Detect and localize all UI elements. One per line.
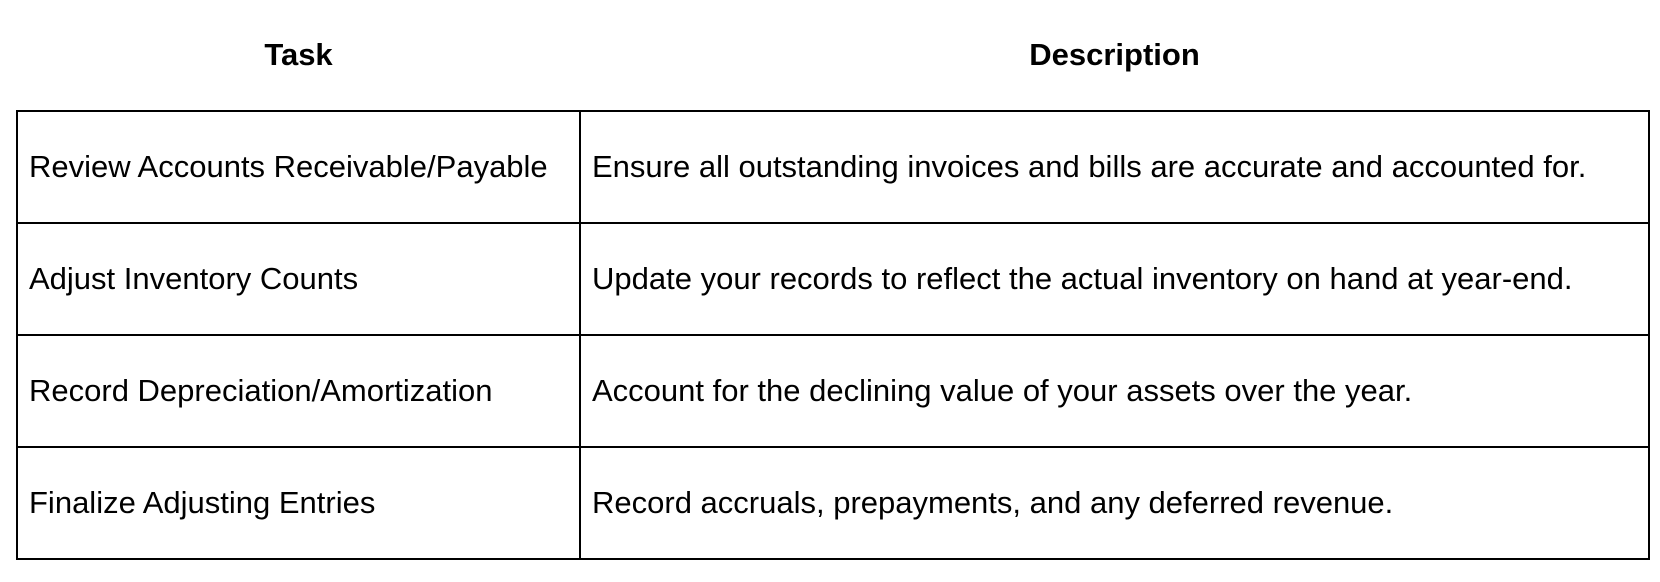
- task-table: [16, 0, 1650, 560]
- task-cell: Review Accounts Receivable/Payable: [17, 111, 580, 223]
- table-row: [17, 111, 1649, 223]
- header-row: [17, 0, 1649, 111]
- task-table-container: [16, 0, 1648, 560]
- description-cell: Account for the declining value of your assets over the year.: [580, 335, 1649, 447]
- task-cell: Finalize Adjusting Entries: [17, 447, 580, 559]
- header-task: Task: [264, 37, 333, 72]
- table-row: [17, 223, 1649, 335]
- task-cell: Adjust Inventory Counts: [17, 223, 580, 335]
- table-row: [17, 335, 1649, 447]
- task-cell: Record Depreciation/Amortization: [17, 335, 580, 447]
- description-cell: Record accruals, prepayments, and any deferred revenue.: [580, 447, 1649, 559]
- description-cell: Ensure all outstanding invoices and bills are accurate and accounted for.: [580, 111, 1649, 223]
- table-row: [17, 447, 1649, 559]
- description-cell: Update your records to reflect the actual inventory on hand at year-end.: [580, 223, 1649, 335]
- header-description: Description: [1029, 37, 1200, 72]
